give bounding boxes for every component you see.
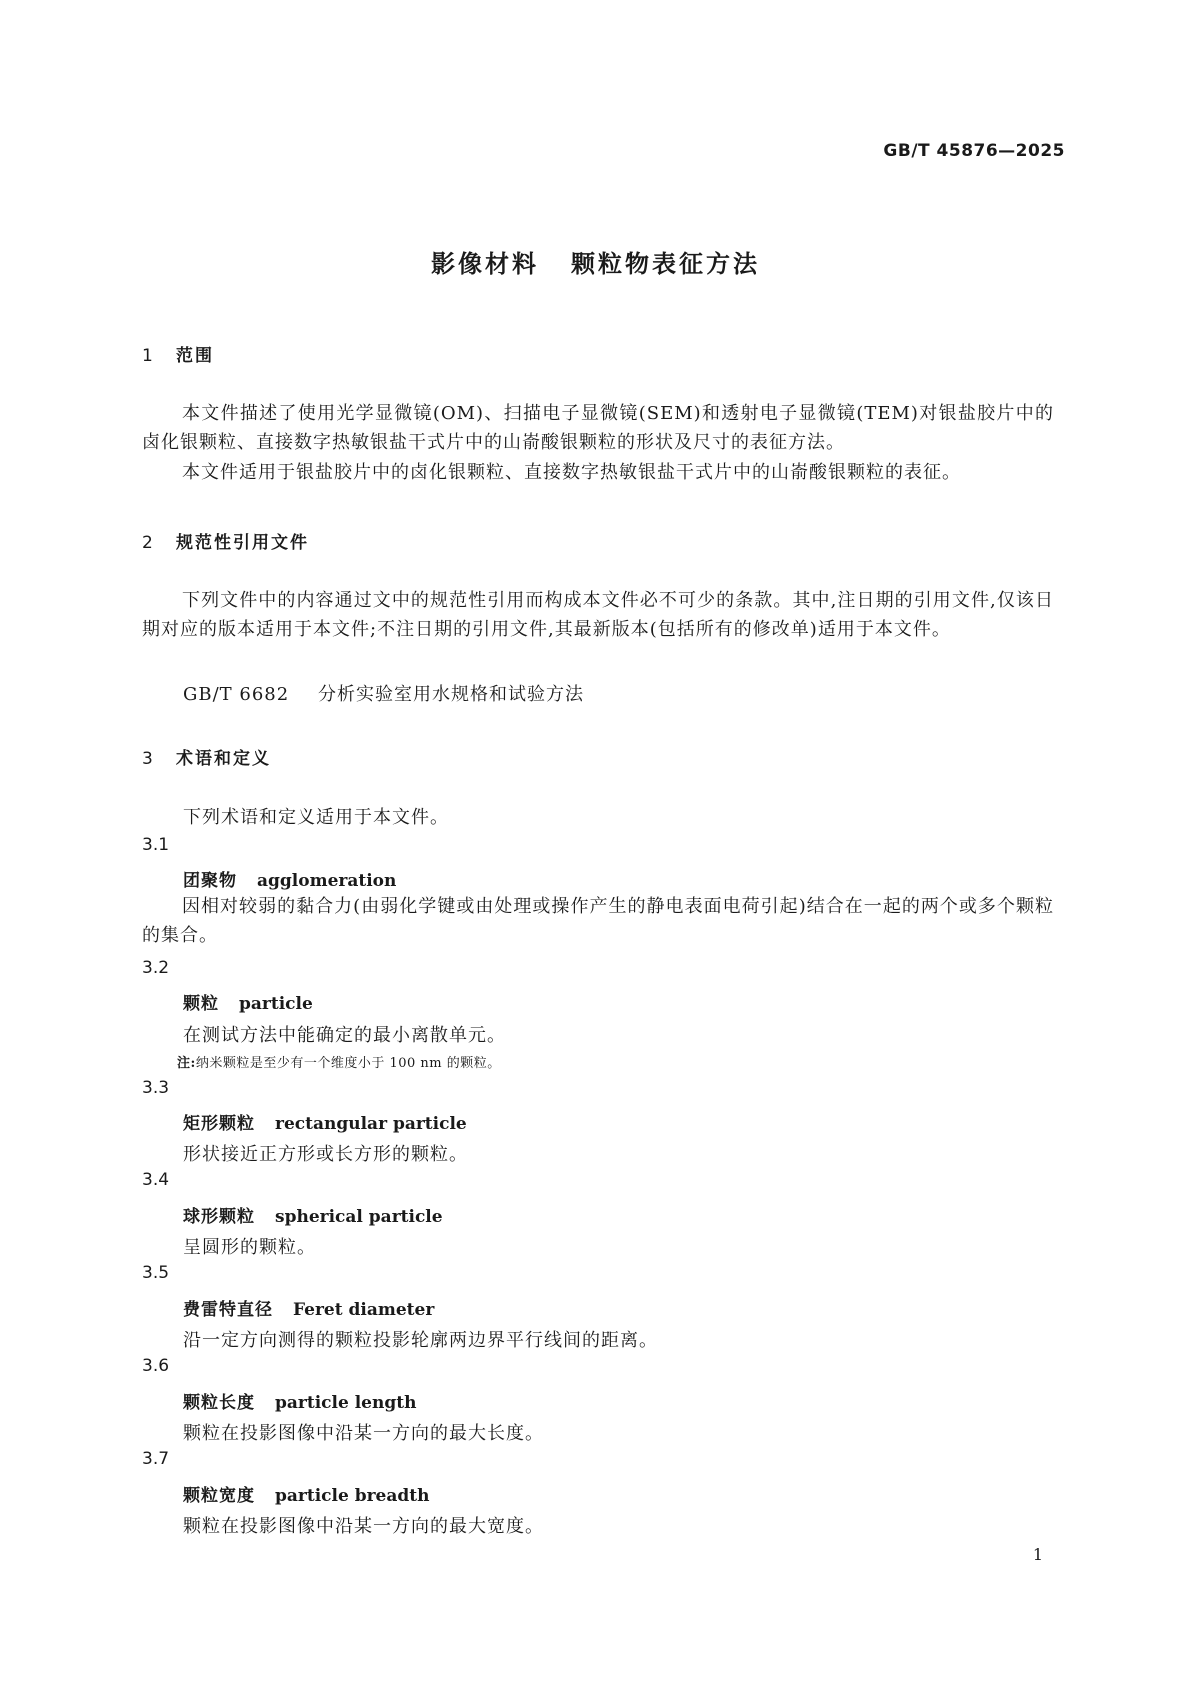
term-definition: 呈圆形的颗粒。 [183,1237,316,1258]
note-label: 注: [177,1056,196,1071]
section-1-paragraph-2: 本文件适用于银盐胶片中的卤化银颗粒、直接数字热敏银盐干式片中的山嵛酸银颗粒的表征。 [182,462,961,483]
reference-code: GB/T 6682 [183,684,290,705]
term-en: spherical particle [275,1207,443,1227]
term-note [177,1052,501,1071]
document-title-part2: 颗粒物表征方法 [571,250,760,278]
term-definition: 沿一定方向测得的颗粒投影轮廓两边界平行线间的距离。 [183,1330,658,1351]
term-name [183,989,313,1014]
term-definition: 形状接近正方形或长方形的颗粒。 [183,1144,468,1165]
section-2-paragraph-1: 下列文件中的内容通过文中的规范性引用而构成本文件必不可少的条款。其中,注日期的引用文件,仅该日期对应的版本适用于本文件;不注日期的引用文件,其最新版本(包括所有的修改单)适用于本文件。 [142,590,1054,640]
term-definition: 颗粒在投影图像中沿某一方向的最大宽度。 [183,1516,544,1537]
section-number: 2 [142,533,155,553]
term-name [183,1109,467,1134]
term-name [183,1202,443,1227]
section-3-intro: 下列术语和定义适用于本文件。 [183,807,449,828]
term-zh: 团聚物 [183,871,237,891]
term-en: particle [239,994,313,1014]
term-zh: 颗粒宽度 [183,1486,255,1506]
normative-reference [183,680,584,706]
term-number: 3.1 [142,835,170,855]
term-en: particle breadth [275,1486,430,1506]
term-name [183,1481,430,1506]
term-number: 3.5 [142,1263,170,1283]
page-number: 1 [1032,1545,1043,1564]
term-name [183,1388,416,1413]
term-name [183,1295,434,1320]
section-number: 1 [142,346,155,366]
section-2-heading [142,528,309,553]
document-title [0,244,1191,279]
section-1-paragraph-1: 本文件描述了使用光学显微镜(OM)、扫描电子显微镜(SEM)和透射电子显微镜(TEM)对银盐胶片中的卤化银颗粒、直接数字热敏银盐干式片中的山嵛酸银颗粒的形状及尺寸的表征方法。 [142,403,1054,453]
term-definition: 在测试方法中能确定的最小离散单元。 [183,1025,506,1046]
term-en: particle length [275,1393,417,1413]
term-zh: 球形颗粒 [183,1207,255,1227]
term-en: Feret diameter [293,1300,435,1320]
term-definition: 因相对较弱的黏合力(由弱化学键或由处理或操作产生的静电表面电荷引起)结合在一起的两个或多个颗粒的集合。 [142,896,1054,946]
term-definition: 颗粒在投影图像中沿某一方向的最大长度。 [183,1423,544,1444]
term-zh: 矩形颗粒 [183,1114,255,1134]
document-title-part1: 影像材料 [431,250,539,278]
section-title: 范围 [176,346,214,366]
section-number: 3 [142,749,155,769]
term-zh: 颗粒长度 [183,1393,255,1413]
term-zh: 费雷特直径 [183,1300,273,1320]
term-name [183,866,396,891]
term-en: rectangular particle [275,1114,467,1134]
term-number: 3.6 [142,1356,170,1376]
term-number: 3.4 [142,1170,170,1190]
section-3-heading [142,744,271,769]
note-text: 纳米颗粒是至少有一个维度小于 100 nm 的颗粒。 [195,1056,501,1071]
term-number: 3.7 [142,1449,170,1469]
term-number: 3.2 [142,958,170,978]
section-1-heading [142,341,214,366]
reference-title: 分析实验室用水规格和试验方法 [318,684,584,705]
term-en: agglomeration [257,871,397,891]
term-number: 3.3 [142,1078,170,1098]
section-title: 术语和定义 [176,749,271,769]
section-title: 规范性引用文件 [176,533,309,553]
standard-code: GB/T 45876—2025 [883,141,1065,161]
term-zh: 颗粒 [183,994,219,1014]
